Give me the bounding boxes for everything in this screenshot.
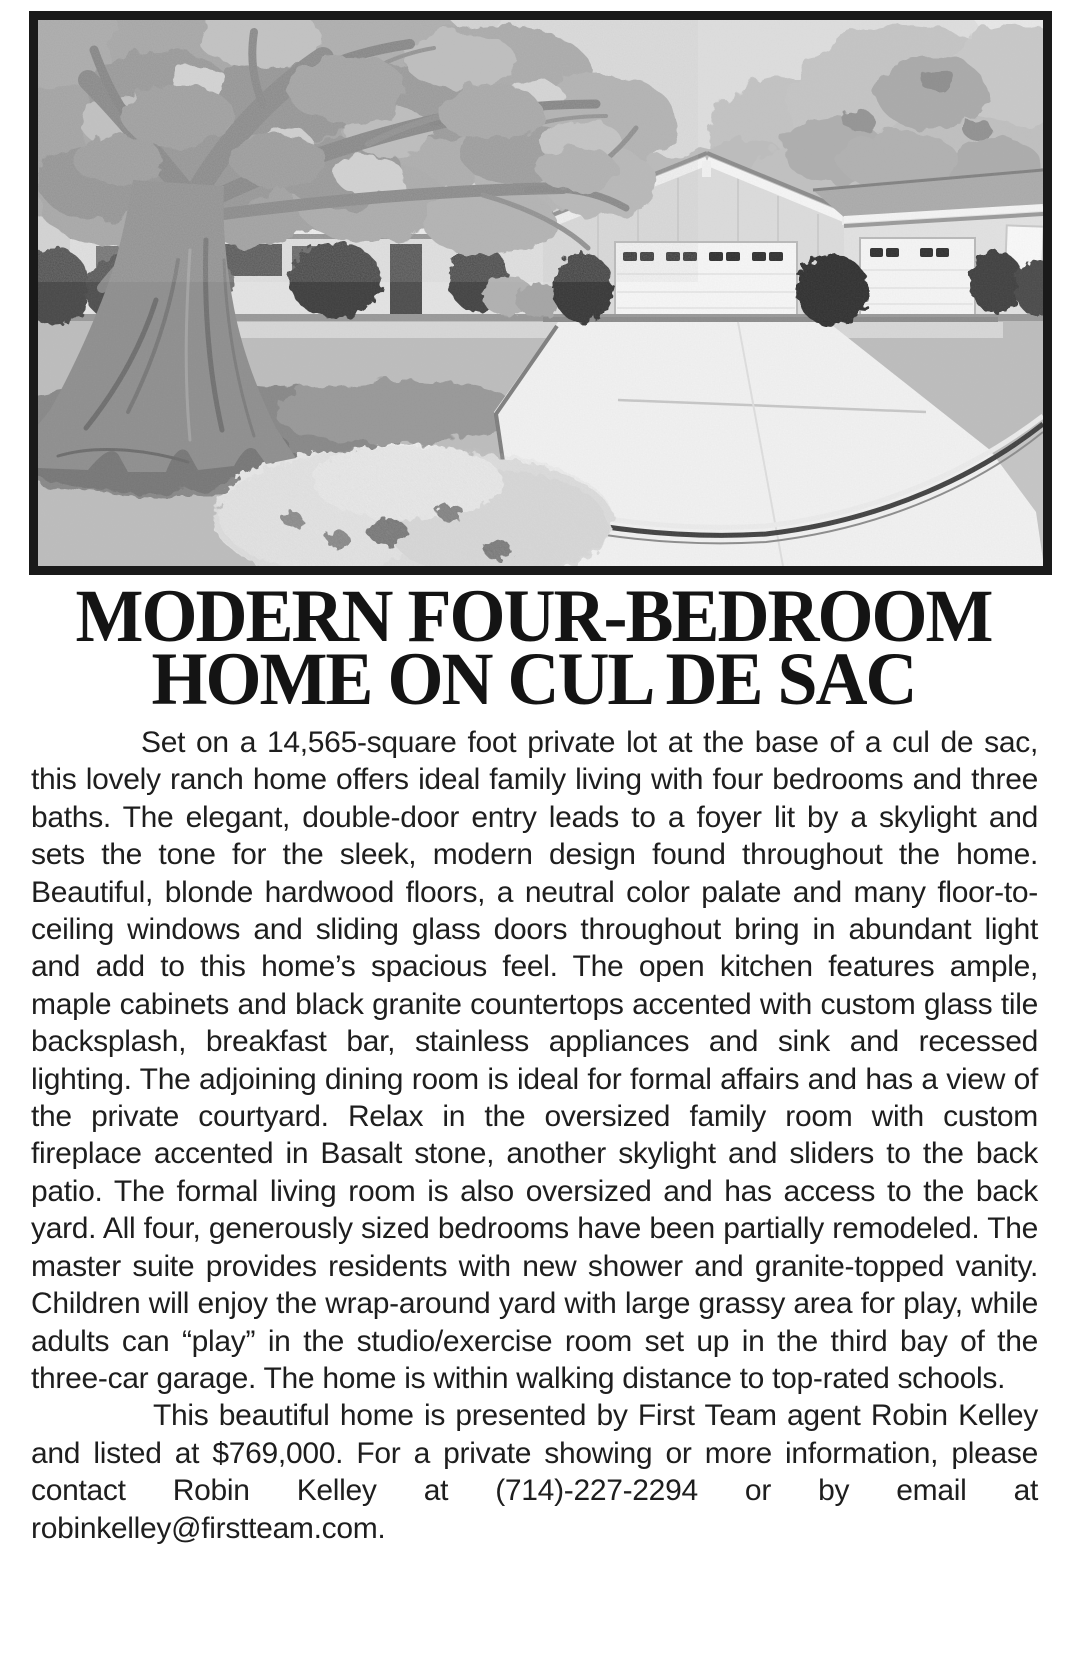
listing-headline	[0, 574, 1067, 721]
photo-grain	[38, 20, 1043, 566]
listing-photo-frame	[29, 11, 1052, 575]
headline-line-1: MODERN FOUR-BEDROOM	[75, 574, 992, 658]
listing-photo	[38, 20, 1043, 566]
listing-description	[31, 724, 1038, 1547]
contact-paragraph: This beautiful home is presented by First Team agent Robin Kelley and listed at $769,000. For a private showing or more information, please contact Robin Kelley at (714)-227-2294 or by email at robinkelley@firstteam.com.	[31, 1399, 1038, 1545]
headline-line-2: HOME ON CUL DE SAC	[151, 637, 916, 721]
description-paragraph: Set on a 14,565-square foot private lot at the base of a cul de sac, this lovely ranch home offers ideal family living with four bedrooms and three baths. The elegant, double-door entry leads to a foyer lit by a skylight and sets the tone for the sleek, modern design found throughout the home. Beautiful, blonde hardwood floors, a neutral color palate and many floor-to-ceiling windows and sliding glass doors throughout bring in abundant light and add to this home’s spacious feel. The open kitchen features ample, maple cabinets and black granite countertops accented with custom glass tile backsplash, breakfast bar, stainless appliances and sink and recessed lighting. The adjoining dining room is ideal for formal affairs and has a view of the private courtyard. Relax in the oversized family room with custom fireplace accented in Basalt stone, another skylight and sliders to the back patio. The formal living room is also oversized and has access to the back yard. All four, generously sized bedrooms have been partially remodeled. The master suite provides residents with new shower and granite-topped vanity. Children will enjoy the wrap-around yard with large grassy area for play, while adults can “play” in the studio/exercise room set up in the third bay of the three-car garage. The home is within walking distance to top-rated schools.	[31, 726, 1038, 1395]
